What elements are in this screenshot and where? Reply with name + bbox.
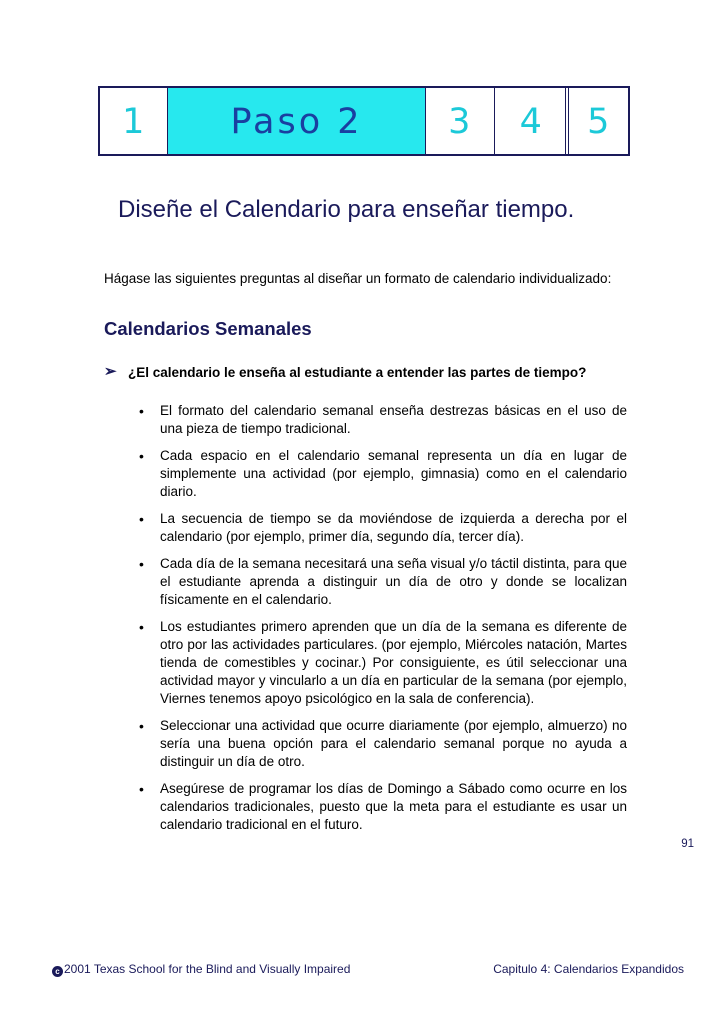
bullet-icon: •	[139, 556, 144, 572]
arrow-bullet-icon: ➢	[104, 363, 117, 380]
bullet-icon: •	[139, 511, 144, 527]
list-item	[136, 510, 627, 546]
footer-chapter: Capitulo 4: Calendarios Expandidos	[493, 962, 684, 976]
step-5: 5	[568, 88, 630, 154]
bullet-icon: •	[139, 718, 144, 734]
bullet-icon: •	[139, 448, 144, 464]
footer-copyright	[52, 962, 350, 977]
bullet-icon: •	[139, 403, 144, 419]
list-item	[136, 780, 627, 834]
page-number: 91	[681, 838, 694, 850]
step-2-current: Paso 2	[167, 88, 425, 154]
page-title: Diseñe el Calendario para enseñar tiempo.	[118, 196, 575, 223]
question-text: ¿El calendario le enseña al estudiante a entender las partes de tiempo?	[128, 365, 587, 380]
list-item-text: Asegúrese de programar los días de Domingo a Sábado como ocurre en los calendarios tradicionales, puesto que la meta para el estudiante es usar un calendario tradicional en el futuro.	[160, 781, 627, 832]
footer-copyright-text: 2001 Texas School for the Blind and Visually Impaired	[64, 962, 351, 976]
list-item-text: Cada espacio en el calendario semanal representa un día en lugar de simplemente una actividad (por ejemplo, gimnasia) como en el calendario diario.	[160, 448, 627, 499]
bullet-list	[136, 402, 627, 843]
list-item	[136, 402, 627, 438]
question-item	[104, 364, 627, 382]
list-item	[136, 618, 627, 708]
list-item-text: La secuencia de tiempo se da moviéndose de izquierda a derecha por el calendario (por ejemplo, primer día, segundo día, tercer día).	[160, 511, 627, 544]
list-item	[136, 555, 627, 609]
list-item	[136, 447, 627, 501]
list-item-text: El formato del calendario semanal enseña destrezas básicas en el uso de una pieza de tiempo tradicional.	[160, 403, 627, 436]
section-heading: Calendarios Semanales	[104, 318, 312, 339]
copyright-icon: c	[52, 966, 63, 977]
list-item-text: Los estudiantes primero aprenden que un día de la semana es diferente de otro por las actividades particulares. (por ejemplo, Miércoles natación, Martes tienda de comestibles y cocinar.) Por consiguiente, es útil seleccionar una actividad mayor y vincularlo a un día en particular de la semana (por ejemplo, Viernes tenemos apoyo psicológico en la sala de conferencia).	[160, 619, 627, 706]
list-item-text: Seleccionar una actividad que ocurre diariamente (por ejemplo, almuerzo) no sería una buena opción para el calendario semanal porque no ayuda a distinguir un día de otro.	[160, 718, 627, 769]
step-1: 1	[98, 88, 167, 154]
bullet-icon: •	[139, 619, 144, 635]
bullet-icon: •	[139, 781, 144, 797]
list-item	[136, 717, 627, 771]
list-item-text: Cada día de la semana necesitará una seña visual y/o táctil distinta, para que el estudiante aprenda a distinguir un día de otro y donde se localizan físicamente en el calendario.	[160, 556, 627, 607]
step-3: 3	[426, 88, 495, 154]
intro-paragraph: Hágase las siguientes preguntas al diseñar un formato de calendario individualizado:	[104, 271, 612, 286]
step-4: 4	[497, 88, 566, 154]
step-navigation	[98, 86, 630, 156]
